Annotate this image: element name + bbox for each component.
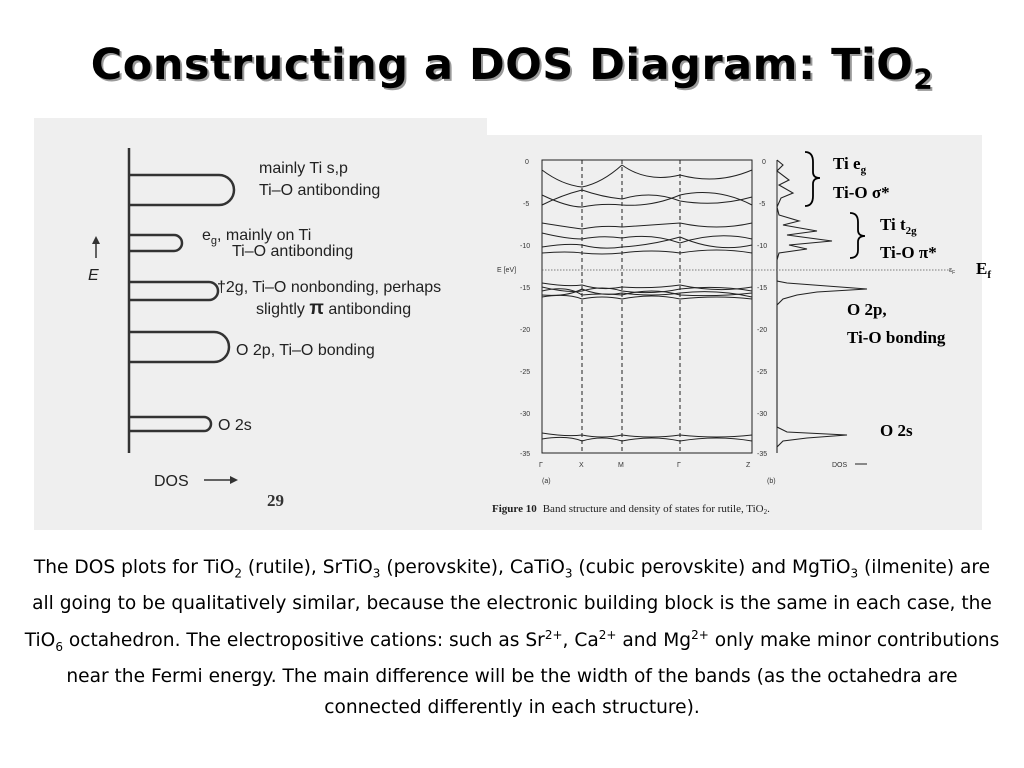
annotation-ef: $E_f$ xyxy=(976,259,992,281)
label-t2g-1: †2g, Ti–O nonbonding, perhaps xyxy=(217,279,442,296)
annotation-tio-pi: Ti-O π* xyxy=(880,243,937,262)
kpoint-3: Γ xyxy=(677,462,681,469)
band-ytick-2: -10 xyxy=(520,243,531,250)
svg-text:-25: -25 xyxy=(757,369,768,376)
svg-text:-30: -30 xyxy=(757,411,768,418)
band-eg xyxy=(129,235,182,251)
label-o2s: O 2s xyxy=(218,417,252,434)
panel-b-label: (b) xyxy=(767,478,776,485)
svg-text:-20: -20 xyxy=(757,327,768,334)
band-ytick-3: -15 xyxy=(520,285,531,292)
svg-text:-5: -5 xyxy=(759,201,766,208)
band-ytick-4: -20 xyxy=(520,327,531,334)
band-o2p xyxy=(129,332,229,362)
slide-title: Constructing a DOS Diagram: TiO$_2$ xyxy=(90,40,934,96)
band-ytick-6: -30 xyxy=(520,411,531,418)
label-eg-1: $e_g$, mainly on Ti xyxy=(202,227,312,247)
panel-a-label: (a) xyxy=(542,478,551,485)
svg-text:-35: -35 xyxy=(757,451,768,458)
label-eg-2: Ti–O antibonding xyxy=(232,243,354,260)
energy-label: E xyxy=(88,267,99,284)
kpoint-4: Z xyxy=(746,462,751,469)
svg-text:-15: -15 xyxy=(757,285,768,292)
annotation-o2p-2: Ti-O bonding xyxy=(847,328,946,347)
annotation-ti-eg: Ti $e_g$ xyxy=(833,154,867,176)
annotation-tio-sigma: Ti-O σ* xyxy=(833,183,890,202)
ef-small-label: $\varepsilon_F$ xyxy=(949,267,956,276)
label-ti-sp-2: Ti–O antibonding xyxy=(259,182,381,199)
brace-t2g xyxy=(850,213,865,258)
band-ytick-5: -25 xyxy=(520,369,531,376)
dos-x-label: DOS xyxy=(832,462,848,469)
brace-eg xyxy=(805,152,820,206)
label-ti-sp-1: mainly Ti s,p xyxy=(259,160,348,177)
page-number: 29 xyxy=(267,491,284,510)
annotation-ti-t2g: Ti $t_{2g}$ xyxy=(880,215,917,237)
band-o2s xyxy=(129,417,211,431)
band-ytick-7: -35 xyxy=(520,451,531,458)
annotation-o2p-1: O 2p, xyxy=(847,300,887,319)
dos-axis-label: DOS xyxy=(154,473,189,490)
band-ytick-0: 0 xyxy=(525,159,529,166)
band-ti-sp xyxy=(129,175,234,205)
band-t2g xyxy=(129,282,218,300)
band-ylabel: E [eV] xyxy=(497,267,517,274)
svg-text:-10: -10 xyxy=(757,243,768,250)
annotation-layer xyxy=(780,140,1010,450)
label-t2g-2: slightly π antibonding xyxy=(256,298,412,319)
description-paragraph: The DOS plots for TiO$_2$ (rutile), SrTiO$_3$ (perovskite), CaTiO$_3$ (cubic perovskite) and MgTiO$_3$ (ilmenite) are all going to be qualitatively similar, because the electronic building block is the same in each case, the TiO$_6$ octahedron. The electropositive cations: such as $Sr^{2+}$, $Ca^{2+}$ and $Mg^{2+}$ only make minor contributions near the Fermi energy. The main difference will be the width of the bands (as the octahedra are connected differently in each structure). xyxy=(24,557,1000,718)
label-o2p: O 2p, Ti–O bonding xyxy=(236,342,375,359)
annotation-o2s: O 2s xyxy=(880,421,913,440)
kpoint-1: X xyxy=(579,462,584,469)
kpoint-0: Γ xyxy=(539,462,543,469)
kpoint-2: M xyxy=(618,462,624,469)
schematic-dos-figure xyxy=(34,118,487,530)
band-ytick-1: -5 xyxy=(523,201,530,208)
figure-caption: Figure 10 Band structure and density of states for rutile, TiO2. xyxy=(492,503,770,516)
svg-text:0: 0 xyxy=(762,159,766,166)
